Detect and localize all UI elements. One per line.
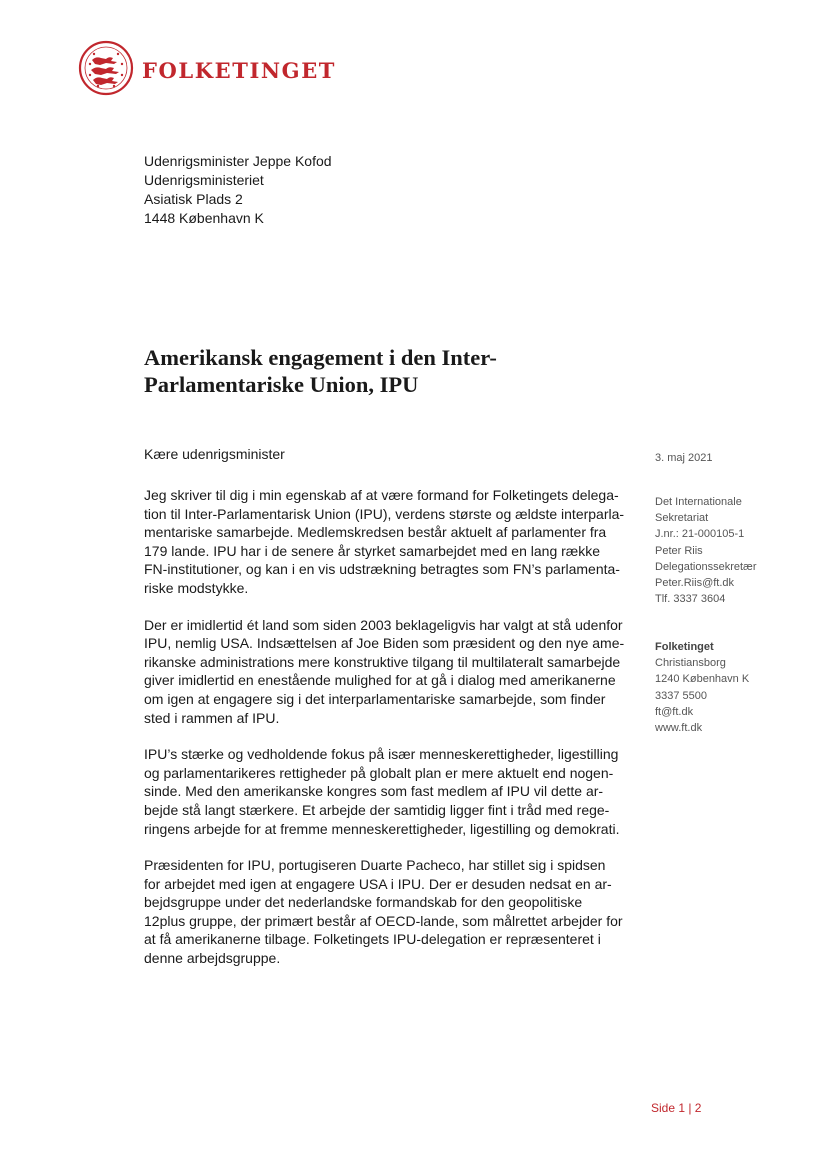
organization-website[interactable]: www.ft.dk: [655, 722, 703, 735]
body-line: bejdsgruppe under det nederlandske formandskab for den geopolitiske: [144, 894, 583, 911]
body-line: IPU, nemlig USA. Indsættelsen af Joe Biden som præsident og den nye ame-: [144, 635, 625, 652]
sidebar-line: 3337 5500: [655, 689, 707, 702]
recipient-line: 1448 København K: [144, 210, 264, 226]
body-line: rikanske administrations mere konstruktive tilgang til multilateralt samarbejde: [144, 653, 621, 670]
body-line: 12plus gruppe, der primært består af OECD-lande, som målrettet arbejder for: [144, 912, 623, 929]
body-line: Jeg skriver til dig i min egenskab af at være formand for Folketingets delega-: [144, 487, 619, 503]
organization-email[interactable]: ft@ft.dk: [655, 705, 694, 718]
paragraph-2: [144, 616, 624, 728]
body-line: bejde stå langt stærkere. Et arbejde der samtidig ligger fint i tråd med rege-: [144, 801, 610, 818]
salutation: Kære udenrigsminister: [144, 446, 285, 462]
recipient-line: Udenrigsministeriet: [144, 172, 264, 188]
body-line: ringens arbejde for at fremme menneskerettigheder, ligestilling og demokrati.: [144, 820, 620, 837]
sender-email[interactable]: Peter.Riis@ft.dk: [655, 577, 735, 590]
title-line: Amerikansk engagement i den Inter-: [144, 345, 497, 370]
body-line: FN-institutioner, og kan i en vis udstrækning betragtes som FN’s parlamenta-: [144, 561, 620, 578]
paragraph-1: [144, 486, 624, 598]
body-line: giver imidlertid en enestående mulighed for at gå i dialog med amerikanerne: [144, 672, 616, 689]
recipient-address: [144, 152, 332, 228]
title-line: Parlamentariske Union, IPU: [144, 372, 419, 397]
body-line: tion til Inter-Parlamentarisk Union (IPU), verdens største og ældste interparla-: [144, 505, 625, 522]
letter-title: [144, 344, 604, 398]
sidebar-line: Sekretariat: [655, 512, 709, 525]
recipient-line: Udenrigsminister Jeppe Kofod: [144, 153, 332, 169]
page-number: Side 1 | 2: [651, 1101, 702, 1115]
letter-body: [144, 486, 624, 986]
organization-name: Folketinget: [655, 641, 714, 653]
body-line: sted i rammen af IPU.: [144, 709, 280, 726]
body-line: IPU’s stærke og vedholdende fokus på især menneskerettigheder, ligestilling: [144, 746, 619, 763]
sidebar-line: Det Internationale: [655, 496, 742, 508]
body-line: Der er imidlertid ét land som siden 2003 beklageligvis har valgt at stå udenfor: [144, 616, 623, 633]
body-line: at få amerikanerne tilbage. Folketingets IPU-delegation er repræsenteret i: [144, 931, 601, 948]
folketinget-crest-icon: [78, 40, 134, 96]
body-line: Præsidenten for IPU, portugiseren Duarte Pacheco, har stillet sig i spidsen: [144, 857, 606, 874]
body-line: om igen at engagere sig i det interparlamentariske samarbejde, som finder: [144, 690, 606, 707]
body-line: sinde. Med den amerikanske kongres som fast medlem af IPU vil dette ar-: [144, 783, 604, 800]
body-line: 179 lande. IPU har i de senere år styrket samarbejdet med en lang række: [144, 542, 601, 559]
organization-info: [655, 639, 749, 736]
sidebar-line: J.nr.: 21-000105-1: [655, 528, 745, 541]
body-line: mentariske samarbejde. Medlemskredsen består aktuelt af parlamenter fra: [144, 524, 607, 541]
letter-date: 3. maj 2021: [655, 452, 713, 464]
paragraph-3: [144, 745, 624, 838]
paragraph-4: [144, 856, 624, 968]
sidebar-line: Tlf. 3337 3604: [655, 593, 726, 606]
body-line: for arbejdet med igen at engagere USA i IPU. Der er desuden nedsat en ar-: [144, 875, 612, 892]
sidebar-line: Peter Riis: [655, 544, 703, 557]
sender-department: [655, 494, 757, 607]
brand-name: FOLKETINGET: [142, 58, 337, 83]
sidebar-line: Delegationssekretær: [655, 560, 757, 573]
body-line: og parlamentarikeres rettigheder på globalt plan er mere aktuelt end nogen-: [144, 764, 614, 781]
body-line: denne arbejdsgruppe.: [144, 950, 281, 967]
body-line: riske modstykke.: [144, 579, 249, 596]
sidebar-line: Christiansborg: [655, 657, 726, 670]
recipient-line: Asiatisk Plads 2: [144, 191, 243, 207]
sidebar-line: 1240 København K: [655, 673, 750, 686]
